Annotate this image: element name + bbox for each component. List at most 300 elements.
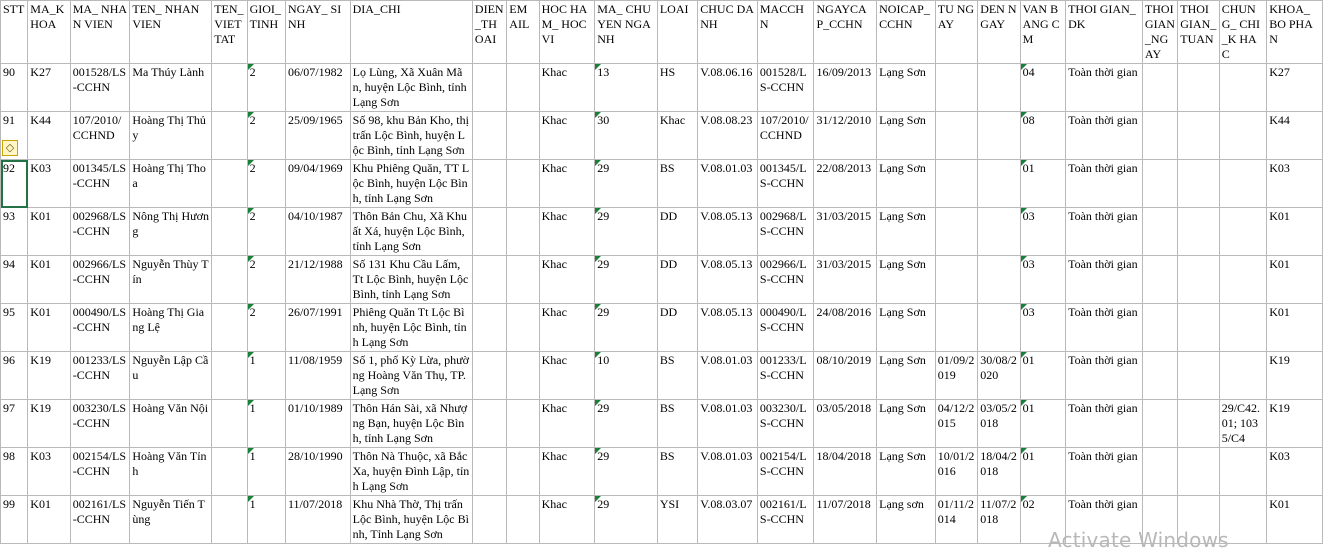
table-cell[interactable] — [28, 448, 70, 496]
table-cell[interactable] — [1, 400, 28, 448]
table-cell[interactable] — [595, 208, 658, 256]
cell-value: 01/10/1989 — [287, 401, 343, 415]
table-cell[interactable] — [935, 208, 977, 256]
table-cell[interactable] — [978, 64, 1020, 112]
table-cell[interactable] — [1219, 448, 1267, 496]
table-cell[interactable] — [1142, 256, 1177, 304]
table-cell[interactable] — [1267, 112, 1323, 160]
cell-value: 03/05/2018 — [816, 401, 872, 415]
table-cell[interactable] — [595, 496, 658, 544]
column-header[interactable]: MACCH N — [757, 1, 814, 64]
table-cell[interactable] — [877, 496, 936, 544]
cell-value: 10/01/2016 — [937, 449, 975, 478]
table-cell[interactable] — [350, 256, 472, 304]
table-cell[interactable] — [814, 256, 877, 304]
column-header[interactable]: GIOI_ TINH — [247, 1, 285, 64]
cell-value: Nông Thị Hương — [132, 209, 209, 238]
cell-value: Thôn Hán Sài, xã Nhượng Bạn, huyện Lộc Bình, tỉnh Lạng Sơn — [352, 401, 468, 445]
table-cell[interactable] — [1142, 400, 1177, 448]
cell-value: V.08.01.03 — [700, 449, 753, 463]
column-header[interactable]: TEN_ VIET TAT — [212, 1, 247, 64]
table-cell[interactable] — [698, 448, 758, 496]
column-header[interactable]: MA_K HOA — [28, 1, 70, 64]
table-cell[interactable] — [130, 256, 212, 304]
table-cell[interactable] — [1267, 400, 1323, 448]
table-cell[interactable] — [1178, 160, 1219, 208]
table-cell[interactable] — [507, 112, 539, 160]
table-cell[interactable] — [539, 160, 595, 208]
table-cell[interactable] — [1, 64, 28, 112]
table-cell[interactable] — [698, 64, 758, 112]
table-cell[interactable] — [130, 208, 212, 256]
cell-value: Phiêng Quăn Tt Lộc Bình, huyện Lộc Bình, tỉnh Lạng Sơn — [352, 305, 467, 349]
table-cell[interactable] — [1267, 64, 1323, 112]
table-cell[interactable] — [978, 400, 1020, 448]
table-cell[interactable] — [978, 304, 1020, 352]
table-cell[interactable] — [757, 64, 814, 112]
table-cell[interactable] — [1267, 496, 1323, 544]
error-indicator-icon — [248, 352, 254, 358]
table-cell[interactable] — [757, 112, 814, 160]
table-cell[interactable] — [539, 112, 595, 160]
table-cell[interactable] — [350, 352, 472, 400]
table-cell[interactable] — [472, 112, 506, 160]
table-cell[interactable] — [935, 64, 977, 112]
cell-value: 11/07/2018 — [816, 497, 871, 511]
table-cell[interactable] — [28, 112, 70, 160]
table-cell[interactable] — [130, 64, 212, 112]
table-cell[interactable] — [70, 160, 130, 208]
column-header[interactable]: VAN BANG CM — [1020, 1, 1065, 64]
table-cell[interactable] — [657, 304, 697, 352]
table-cell[interactable] — [472, 352, 506, 400]
column-header[interactable]: STT — [1, 1, 28, 64]
table-cell[interactable] — [1, 496, 28, 544]
table-cell[interactable] — [247, 448, 285, 496]
table-cell[interactable] — [657, 352, 697, 400]
column-header[interactable]: TEN_ NHAN VIEN — [130, 1, 212, 64]
table-cell[interactable] — [1219, 304, 1267, 352]
table-cell[interactable] — [1066, 448, 1143, 496]
table-cell[interactable] — [814, 112, 877, 160]
column-header[interactable]: TU NGAY — [935, 1, 977, 64]
column-header[interactable]: HOC HAM_ HOC VI — [539, 1, 595, 64]
column-header[interactable]: DIA_CHI — [350, 1, 472, 64]
table-cell[interactable] — [70, 448, 130, 496]
column-header[interactable]: NGAY_ SINH — [285, 1, 350, 64]
table-cell[interactable] — [877, 64, 936, 112]
table-cell[interactable] — [978, 112, 1020, 160]
table-cell[interactable] — [877, 256, 936, 304]
table-cell[interactable] — [1178, 208, 1219, 256]
table-cell[interactable] — [657, 160, 697, 208]
table-cell[interactable] — [595, 304, 658, 352]
table-cell[interactable] — [757, 496, 814, 544]
table-cell[interactable] — [70, 352, 130, 400]
table-cell[interactable] — [28, 304, 70, 352]
table-cell[interactable] — [1178, 304, 1219, 352]
table-cell[interactable] — [472, 400, 506, 448]
table-cell[interactable] — [130, 448, 212, 496]
table-cell[interactable] — [1178, 448, 1219, 496]
table-cell[interactable] — [1219, 208, 1267, 256]
table-cell[interactable] — [350, 496, 472, 544]
table-cell[interactable] — [814, 64, 877, 112]
table-cell[interactable] — [1142, 64, 1177, 112]
column-header[interactable]: THOI GIAN_DK — [1066, 1, 1143, 64]
column-header[interactable]: CHUN G_ CHI_K HAC — [1219, 1, 1267, 64]
table-cell[interactable] — [757, 208, 814, 256]
cell-value: 002161/LS-CCHN — [759, 497, 807, 526]
cell-value: 000490/LS-CCHN — [759, 305, 807, 334]
table-cell[interactable] — [814, 400, 877, 448]
table-cell[interactable] — [814, 496, 877, 544]
table-cell[interactable] — [285, 160, 350, 208]
table-cell[interactable] — [1178, 112, 1219, 160]
table-cell[interactable] — [212, 400, 247, 448]
table-cell[interactable] — [1178, 352, 1219, 400]
table-cell[interactable] — [877, 160, 936, 208]
table-cell[interactable] — [935, 496, 977, 544]
table-cell[interactable] — [28, 160, 70, 208]
cell-value: 29 — [597, 305, 610, 319]
table-cell[interactable] — [698, 304, 758, 352]
table-cell[interactable] — [978, 352, 1020, 400]
table-cell[interactable] — [507, 400, 539, 448]
table-cell[interactable] — [350, 208, 472, 256]
table-cell[interactable] — [814, 352, 877, 400]
column-header[interactable]: THOI GIAN_ TUAN — [1178, 1, 1219, 64]
table-cell[interactable] — [28, 496, 70, 544]
table-cell[interactable] — [1020, 256, 1065, 304]
table-cell[interactable] — [247, 208, 285, 256]
table-cell[interactable] — [1219, 352, 1267, 400]
table-cell[interactable] — [539, 256, 595, 304]
table-cell[interactable] — [1219, 112, 1267, 160]
column-header[interactable]: THOI GIAN _NG AY — [1142, 1, 1177, 64]
table-cell[interactable] — [935, 112, 977, 160]
table-cell[interactable] — [1142, 448, 1177, 496]
table-cell[interactable] — [70, 64, 130, 112]
cell-value: 003230/LS-CCHN — [759, 401, 807, 430]
table-cell[interactable] — [1, 448, 28, 496]
table-cell[interactable] — [1066, 64, 1143, 112]
table-cell[interactable] — [1267, 208, 1323, 256]
table-cell[interactable] — [212, 256, 247, 304]
table-cell[interactable] — [1219, 256, 1267, 304]
table-cell[interactable] — [507, 208, 539, 256]
table-cell[interactable] — [657, 496, 697, 544]
cell-value: Khac — [541, 161, 567, 175]
table-cell[interactable] — [1066, 352, 1143, 400]
table-cell[interactable] — [130, 352, 212, 400]
column-header[interactable]: LOAI — [657, 1, 697, 64]
table-cell[interactable] — [70, 112, 130, 160]
table-cell[interactable] — [212, 304, 247, 352]
table-cell[interactable] — [507, 448, 539, 496]
table-cell[interactable] — [935, 352, 977, 400]
table-cell[interactable] — [472, 64, 506, 112]
table-cell[interactable] — [1020, 208, 1065, 256]
table-cell[interactable] — [212, 448, 247, 496]
table-cell[interactable] — [1267, 160, 1323, 208]
table-cell[interactable] — [285, 352, 350, 400]
table-cell[interactable] — [935, 160, 977, 208]
table-cell[interactable] — [285, 64, 350, 112]
table-cell[interactable] — [285, 256, 350, 304]
table-cell[interactable] — [1142, 208, 1177, 256]
table-cell[interactable] — [814, 304, 877, 352]
table-cell[interactable] — [70, 304, 130, 352]
table-cell[interactable] — [507, 496, 539, 544]
table-cell[interactable] — [698, 160, 758, 208]
table-cell[interactable] — [877, 112, 936, 160]
table-cell[interactable] — [935, 400, 977, 448]
column-header[interactable]: KHOA_ BO PHAN — [1267, 1, 1323, 64]
cell-value: 11/07/2018 — [980, 497, 1017, 526]
table-cell[interactable] — [698, 496, 758, 544]
table-cell[interactable] — [595, 64, 658, 112]
error-indicator-icon — [1021, 448, 1027, 454]
table-cell[interactable] — [1219, 400, 1267, 448]
table-cell[interactable] — [1267, 352, 1323, 400]
table-cell[interactable] — [1020, 304, 1065, 352]
table-cell[interactable] — [539, 352, 595, 400]
table-cell[interactable] — [657, 112, 697, 160]
column-header[interactable]: MA_ NHAN VIEN — [70, 1, 130, 64]
cell-value: Khac — [541, 497, 567, 511]
table-cell[interactable] — [472, 304, 506, 352]
table-cell[interactable] — [595, 400, 658, 448]
table-cell[interactable] — [814, 448, 877, 496]
table-cell[interactable] — [507, 64, 539, 112]
table-cell[interactable] — [1, 112, 28, 160]
table-cell[interactable] — [130, 112, 212, 160]
table-cell[interactable] — [1066, 160, 1143, 208]
table-cell[interactable] — [472, 208, 506, 256]
table-cell[interactable] — [539, 448, 595, 496]
table-cell[interactable] — [130, 304, 212, 352]
table-cell[interactable] — [285, 400, 350, 448]
cell-value: 1 — [249, 401, 256, 415]
table-cell[interactable] — [1020, 448, 1065, 496]
table-cell[interactable] — [130, 400, 212, 448]
table-cell[interactable] — [935, 256, 977, 304]
table-cell[interactable] — [698, 352, 758, 400]
table-cell[interactable] — [28, 208, 70, 256]
table-cell[interactable] — [247, 112, 285, 160]
cell-value: Hoàng Thị Giang Lệ — [132, 305, 205, 334]
table-cell[interactable] — [212, 208, 247, 256]
column-header[interactable]: NGAYCA P_CCHN — [814, 1, 877, 64]
table-cell[interactable] — [285, 208, 350, 256]
table-cell[interactable] — [1066, 304, 1143, 352]
table-cell[interactable] — [472, 160, 506, 208]
cell-value: 001528/LS-CCHN — [759, 65, 807, 94]
table-cell[interactable] — [877, 400, 936, 448]
table-cell[interactable] — [350, 400, 472, 448]
table-cell[interactable] — [212, 496, 247, 544]
cell-value: 90 — [3, 65, 15, 79]
table-cell[interactable] — [595, 112, 658, 160]
table-cell[interactable] — [1, 160, 28, 208]
table-cell[interactable] — [657, 400, 697, 448]
table-cell[interactable] — [1020, 64, 1065, 112]
table-cell[interactable] — [247, 160, 285, 208]
table-cell[interactable] — [1020, 400, 1065, 448]
error-indicator-icon — [1021, 64, 1027, 70]
table-cell[interactable] — [657, 208, 697, 256]
column-header[interactable]: NOICAP_ CCHN — [877, 1, 936, 64]
table-cell[interactable] — [757, 448, 814, 496]
table-cell[interactable] — [595, 448, 658, 496]
table-cell[interactable] — [247, 400, 285, 448]
table-cell[interactable] — [1178, 256, 1219, 304]
cell-value: 30/08/2020 — [980, 353, 1017, 382]
table-cell[interactable] — [757, 160, 814, 208]
table-cell[interactable] — [657, 64, 697, 112]
table-cell[interactable] — [28, 256, 70, 304]
table-cell[interactable] — [877, 304, 936, 352]
table-cell[interactable] — [1020, 112, 1065, 160]
table-cell[interactable] — [70, 400, 130, 448]
table-cell[interactable] — [247, 256, 285, 304]
table-cell[interactable] — [757, 304, 814, 352]
table-cell[interactable] — [978, 256, 1020, 304]
table-cell[interactable] — [350, 64, 472, 112]
cell-value: Lạng sơn — [879, 497, 924, 511]
table-cell[interactable] — [1, 352, 28, 400]
table-cell[interactable] — [1142, 352, 1177, 400]
column-header[interactable]: DIEN _TH OAI — [472, 1, 506, 64]
table-cell[interactable] — [1219, 64, 1267, 112]
cell-value: V.08.01.03 — [700, 161, 753, 175]
table-cell[interactable] — [1142, 160, 1177, 208]
column-header[interactable]: DEN NGAY — [978, 1, 1020, 64]
table-cell[interactable] — [1020, 160, 1065, 208]
table-cell[interactable] — [285, 448, 350, 496]
table-cell[interactable] — [698, 208, 758, 256]
table-cell[interactable] — [212, 160, 247, 208]
table-cell[interactable] — [978, 208, 1020, 256]
table-cell[interactable] — [935, 448, 977, 496]
table-cell[interactable] — [212, 352, 247, 400]
table-cell[interactable] — [877, 208, 936, 256]
table-row — [1, 448, 1323, 496]
table-cell[interactable] — [757, 256, 814, 304]
table-cell[interactable] — [507, 256, 539, 304]
table-cell[interactable] — [472, 448, 506, 496]
table-cell[interactable] — [657, 256, 697, 304]
table-cell[interactable] — [130, 496, 212, 544]
table-cell[interactable] — [507, 160, 539, 208]
table-cell[interactable] — [350, 448, 472, 496]
table-cell[interactable] — [130, 160, 212, 208]
table-cell[interactable] — [212, 112, 247, 160]
table-cell[interactable] — [285, 112, 350, 160]
table-cell[interactable] — [539, 64, 595, 112]
table-cell[interactable] — [472, 256, 506, 304]
table-cell[interactable] — [757, 400, 814, 448]
table-cell[interactable] — [1066, 208, 1143, 256]
table-cell[interactable] — [285, 496, 350, 544]
table-cell[interactable] — [507, 304, 539, 352]
table-cell[interactable] — [978, 496, 1020, 544]
table-cell[interactable] — [978, 160, 1020, 208]
table-cell[interactable] — [595, 352, 658, 400]
table-cell[interactable] — [539, 400, 595, 448]
table-cell[interactable] — [595, 160, 658, 208]
table-cell[interactable] — [698, 112, 758, 160]
table-cell[interactable] — [70, 256, 130, 304]
table-cell[interactable] — [28, 400, 70, 448]
column-header[interactable]: MA_ CHUYEN NGANH — [595, 1, 658, 64]
table-cell[interactable] — [1267, 256, 1323, 304]
table-cell[interactable] — [247, 352, 285, 400]
table-cell[interactable] — [247, 496, 285, 544]
table-cell[interactable] — [1178, 400, 1219, 448]
table-cell[interactable] — [757, 352, 814, 400]
table-row — [1, 256, 1323, 304]
table-cell[interactable] — [70, 208, 130, 256]
table-cell[interactable] — [1219, 160, 1267, 208]
table-cell[interactable] — [539, 208, 595, 256]
table-cell[interactable] — [472, 496, 506, 544]
table-cell[interactable] — [28, 352, 70, 400]
table-cell[interactable] — [1020, 352, 1065, 400]
table-cell[interactable] — [814, 160, 877, 208]
column-header[interactable]: EM AIL — [507, 1, 539, 64]
table-cell[interactable] — [350, 304, 472, 352]
table-cell[interactable] — [1142, 112, 1177, 160]
table-cell[interactable] — [814, 208, 877, 256]
warning-icon[interactable]: ◇ — [2, 140, 18, 156]
table-cell[interactable] — [285, 304, 350, 352]
table-cell[interactable] — [1, 304, 28, 352]
table-cell[interactable] — [247, 64, 285, 112]
table-cell[interactable] — [539, 304, 595, 352]
table-cell[interactable] — [1066, 112, 1143, 160]
table-cell[interactable] — [1267, 448, 1323, 496]
table-cell[interactable] — [978, 448, 1020, 496]
table-cell[interactable] — [1066, 256, 1143, 304]
table-cell[interactable] — [539, 496, 595, 544]
table-cell[interactable] — [1, 256, 28, 304]
table-cell[interactable] — [70, 496, 130, 544]
table-cell[interactable] — [350, 112, 472, 160]
table-cell[interactable] — [212, 64, 247, 112]
table-cell[interactable] — [698, 256, 758, 304]
column-header[interactable]: CHUC DANH — [698, 1, 758, 64]
table-cell[interactable] — [507, 352, 539, 400]
table-cell[interactable] — [698, 400, 758, 448]
table-cell[interactable] — [935, 304, 977, 352]
cell-value: 2 — [249, 161, 256, 175]
table-cell[interactable] — [657, 448, 697, 496]
table-cell[interactable] — [1, 208, 28, 256]
table-cell[interactable] — [350, 160, 472, 208]
table-cell[interactable] — [595, 256, 658, 304]
table-cell[interactable] — [1267, 304, 1323, 352]
table-cell[interactable] — [1178, 64, 1219, 112]
table-cell[interactable] — [1142, 304, 1177, 352]
table-cell[interactable] — [877, 352, 936, 400]
cell-value: 08 — [1022, 113, 1035, 127]
table-cell[interactable] — [877, 448, 936, 496]
table-cell[interactable] — [1066, 400, 1143, 448]
table-cell[interactable] — [247, 304, 285, 352]
table-cell[interactable] — [28, 64, 70, 112]
